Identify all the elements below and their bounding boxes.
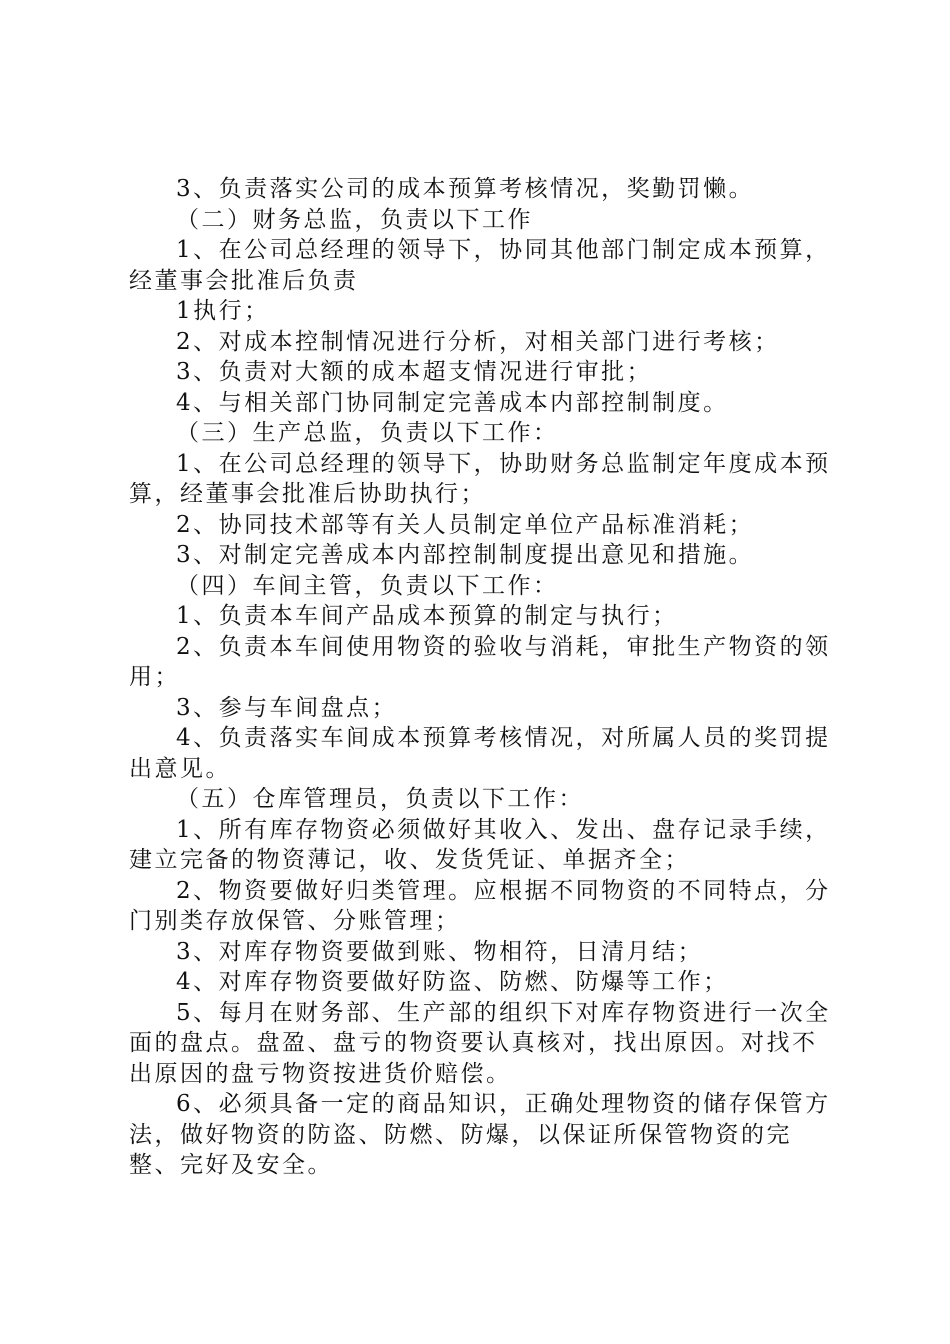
section-heading-2: （二）财务总监，负责以下工作	[176, 206, 533, 233]
paragraph-5: 2、对成本控制情况进行分析，对相关部门进行考核；	[176, 328, 780, 355]
section-heading-5: （五）仓库管理员，负责以下工作：	[176, 786, 584, 812]
paragraph-11: 3、对制定完善成本内部控制制度提出意见和措施。	[176, 542, 755, 568]
paragraph-15: 3、参与车间盘点；	[176, 694, 398, 721]
paragraph-14: 2、负责本车间使用物资的验收与消耗，审批生产物资的领用；	[129, 633, 831, 690]
paragraph-22: 5、每月在财务部、生产部的组织下对库存物资进行一次全面的盘点。盘盈、盘亏的物资要认真核对，找出原因。对找不出原因的盘亏物资按进货价赔偿。	[129, 999, 831, 1087]
section-heading-3: （三）生产总监，负责以下工作：	[176, 420, 559, 446]
paragraph-23: 6、必须具备一定的商品知识，正确处理物资的储存保管方法，做好物资的防盗、防燃、防爆，以保证所保管物资的完整、完好及安全。	[129, 1091, 831, 1178]
paragraph-10: 2、协同技术部等有关人员制定单位产品标准消耗；	[176, 511, 755, 538]
paragraph-4: 1执行；	[176, 298, 270, 324]
section-heading-4: （四）车间主管，负责以下工作：	[176, 572, 559, 599]
paragraph-7: 4、与相关部门协同制定完善成本内部控制制度。	[176, 389, 729, 416]
document-body	[129, 174, 839, 1181]
paragraph-21: 4、对库存物资要做好防盗、防燃、防爆等工作；	[176, 969, 729, 995]
paragraph-6: 3、负责对大额的成本超支情况进行审批；	[176, 359, 653, 385]
paragraph-9: 1、在公司总经理的领导下，协助财务总监制定年度成本预算，经董事会批准后协助执行；	[129, 450, 831, 507]
paragraph-3: 1、在公司总经理的领导下，协同其他部门制定成本预算，经董事会批准后负责	[129, 237, 831, 294]
paragraph-18: 1、所有库存物资必须做好其收入、发出、盘存记录手续，建立完备的物资薄记，收、发货凭证、单据齐全；	[129, 816, 831, 873]
paragraph-1: 3、负责落实公司的成本预算考核情况，奖勤罚懒。	[176, 176, 755, 202]
paragraph-13: 1、负责本车间产品成本预算的制定与执行；	[176, 603, 678, 629]
paragraph-16: 4、负责落实车间成本预算考核情况，对所属人员的奖罚提出意见。	[129, 725, 831, 782]
paragraph-20: 3、对库存物资要做到账、物相符，日清月结；	[176, 938, 704, 965]
paragraph-19: 2、物资要做好归类管理。应根据不同物资的不同特点，分门别类存放保管、分账管理；	[129, 877, 831, 934]
